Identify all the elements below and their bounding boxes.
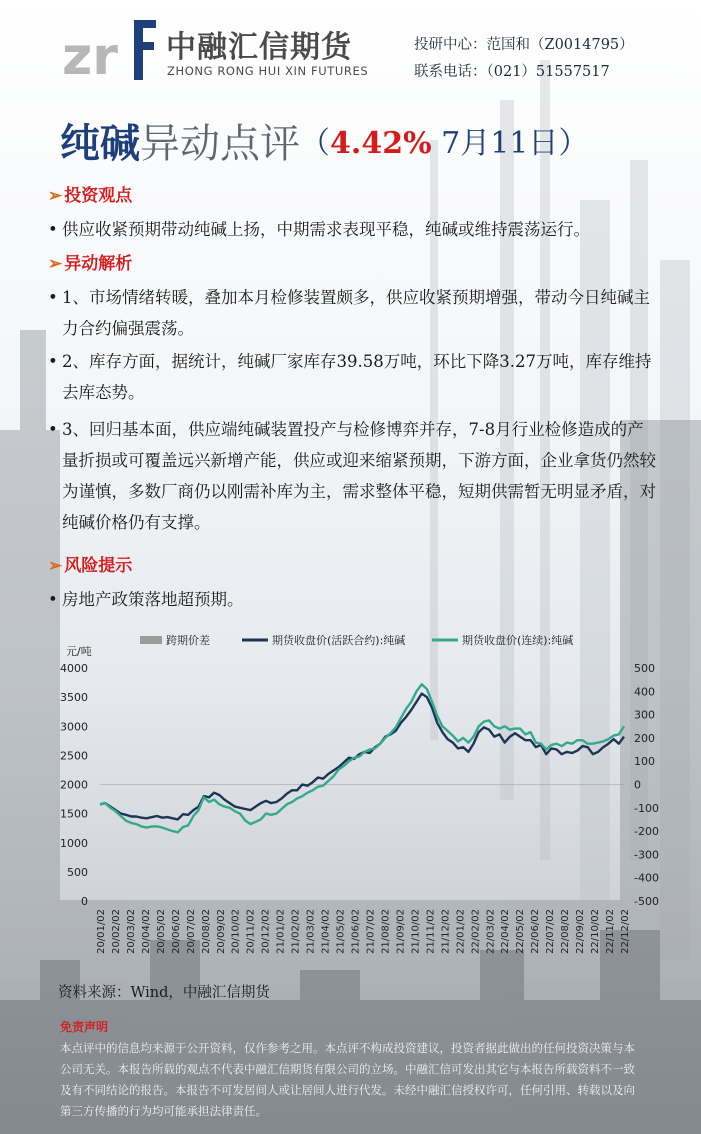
contact-analyst: 投研中心：范国和（Z0014795） [414,37,634,53]
y2-tick-label: 400 [634,685,655,699]
y2-tick-label: 200 [634,731,655,745]
risk-text: • 房地产政策落地超预期。 [48,584,658,615]
x-tick-label: 21/12/02 [440,909,452,954]
company-logo [62,14,162,82]
x-tick-label: 22/10/02 [590,909,602,954]
x-tick-label: 20/01/02 [96,909,107,954]
x-tick-label: 21/03/02 [305,909,317,954]
y2-tick-label: -100 [634,801,659,815]
x-tick-label: 22/05/02 [515,909,527,954]
report-title [60,112,588,169]
y-tick-label: 500 [67,865,88,879]
x-tick-label: 22/02/02 [470,909,482,954]
contact-phone: 联系电话：（021）51557517 [414,64,610,80]
x-tick-label: 21/09/02 [395,909,407,954]
arrow-icon: ➢ [48,186,63,206]
y-tick-label: 0 [81,895,88,908]
data-source: 资料来源：Wind，中融汇信期货 [58,985,270,1001]
y-tick-label: 2000 [60,778,88,792]
section-view-heading: ➢ 投资观点 [48,186,133,206]
x-tick-label: 20/12/02 [260,909,272,954]
x-tick-label: 20/03/02 [125,909,137,954]
arrow-icon: ➢ [48,254,63,274]
bullet-icon: • [48,420,58,439]
legend-label: 期货收盘价(连续):纯碱 [462,634,574,647]
x-tick-label: 20/02/02 [110,909,122,954]
title-type: 异动点评 [140,121,300,167]
y-tick-label: 4000 [60,662,88,675]
x-tick-label: 20/11/02 [245,909,257,954]
y-tick-label: 3000 [60,720,88,734]
y2-tick-label: -300 [634,848,659,862]
x-tick-label: 22/01/02 [455,909,467,954]
company-name-en: ZHONG RONG HUI XIN FUTURES [167,64,369,78]
title-change: 4.42% [330,126,432,161]
x-tick-label: 22/04/02 [500,909,512,954]
x-tick-label: 20/08/02 [200,909,212,954]
legend-label: 期货收盘价(活跃合约):纯碱 [272,634,406,647]
y-tick-label: 3500 [60,691,88,705]
x-tick-label: 22/07/02 [545,909,557,954]
disclaimer-title: 免责声明 [60,1020,109,1034]
x-tick-label: 21/05/02 [335,909,347,954]
x-tick-label: 21/02/02 [290,909,302,954]
title-date: 7月11日） [431,126,589,161]
x-tick-label: 20/05/02 [155,909,167,954]
svg-text:zr: zr [62,27,118,82]
y2-tick-label: 0 [634,778,641,792]
arrow-icon: ➢ [48,556,63,576]
y2-tick-label: 100 [634,755,655,769]
x-tick-label: 21/01/02 [275,909,287,954]
title-paren: （ [300,126,330,161]
y-tick-label: 2500 [60,749,88,763]
company-name-cn: 中融汇信期货 [166,30,352,65]
series-line-continuous [100,684,624,832]
x-tick-label: 22/09/02 [575,909,587,954]
y-tick-label: 1500 [60,807,88,821]
x-tick-label: 22/11/02 [605,909,617,954]
section-analysis-heading: ➢ 异动解析 [48,254,133,274]
x-tick-label: 22/12/02 [620,909,631,954]
price-chart [56,626,676,976]
bullet-icon: • [48,288,58,307]
x-tick-label: 20/10/02 [230,909,242,954]
y2-tick-label: -200 [634,825,659,839]
y2-tick-label: 500 [634,662,655,675]
x-tick-label: 20/09/02 [215,909,227,954]
x-tick-label: 21/11/02 [425,909,437,954]
y2-tick-label: 300 [634,708,655,722]
bullet-icon: • [48,220,58,239]
section-risk-heading: ➢ 风险提示 [48,556,133,576]
x-tick-label: 20/06/02 [170,909,182,954]
legend-swatch [140,636,162,644]
bullet-icon: • [48,590,58,609]
y2-tick-label: -400 [634,871,659,885]
x-tick-label: 21/10/02 [410,909,422,954]
x-tick-label: 22/03/02 [485,909,497,954]
x-tick-label: 21/08/02 [380,909,392,954]
disclaimer-text: 本点评中的信息均来源于公开资料，仅作参考之用。本点评不构成投资建议，投资者据此做出的任何投资决策与本公司无关。本报告所载的观点不代表中融汇信期货有限公司的立场。中融汇信可发出其它与本报告所载资料不一致及有不同结论的报告。本报告不可发居间人或让居间人进行代发。未经中融汇信授权许可，任何引用、转载以及向第三方传播的行为均可能承担法律责任。 [60,1041,635,1118]
analysis-item: • 2、库存方面，据统计，纯碱厂家库存39.58万吨，环比下降3.27万吨，库存维持去库态势。 [48,346,658,408]
series-line-active [100,694,624,820]
bullet-icon: • [48,352,58,371]
title-product: 纯碱 [60,120,140,167]
x-tick-label: 20/04/02 [140,909,152,954]
view-text: • 供应收紧预期带动纯碱上扬，中期需求表现平稳，纯碱或维持震荡运行。 [48,214,658,245]
y-unit-label: 元/吨 [66,645,92,658]
x-tick-label: 22/06/02 [530,909,542,954]
legend-label: 跨期价差 [166,634,210,647]
x-tick-label: 21/06/02 [350,909,362,954]
x-tick-label: 21/07/02 [365,909,377,954]
x-tick-label: 21/04/02 [320,909,332,954]
x-tick-label: 20/07/02 [185,909,197,954]
x-tick-label: 22/08/02 [560,909,572,954]
analysis-item: • 1、市场情绪转暖，叠加本月检修装置颇多，供应收紧预期增强，带动今日纯碱主力合约偏强震荡。 [48,282,658,344]
y-tick-label: 1000 [60,836,88,850]
y2-tick-label: -500 [634,895,659,908]
analysis-item: • 3、回归基本面，供应端纯碱装置投产与检修博弈并存，7-8月行业检修造成的产量折损或可覆盖远兴新增产能，供应或迎来缩紧预期，下游方面，企业拿货仍然较为谨慎，多数厂商仍以刚需补库为主，需求整体平稳，短期供需暂无明显矛盾，对纯碱价格仍有支撑。 [48,414,658,538]
